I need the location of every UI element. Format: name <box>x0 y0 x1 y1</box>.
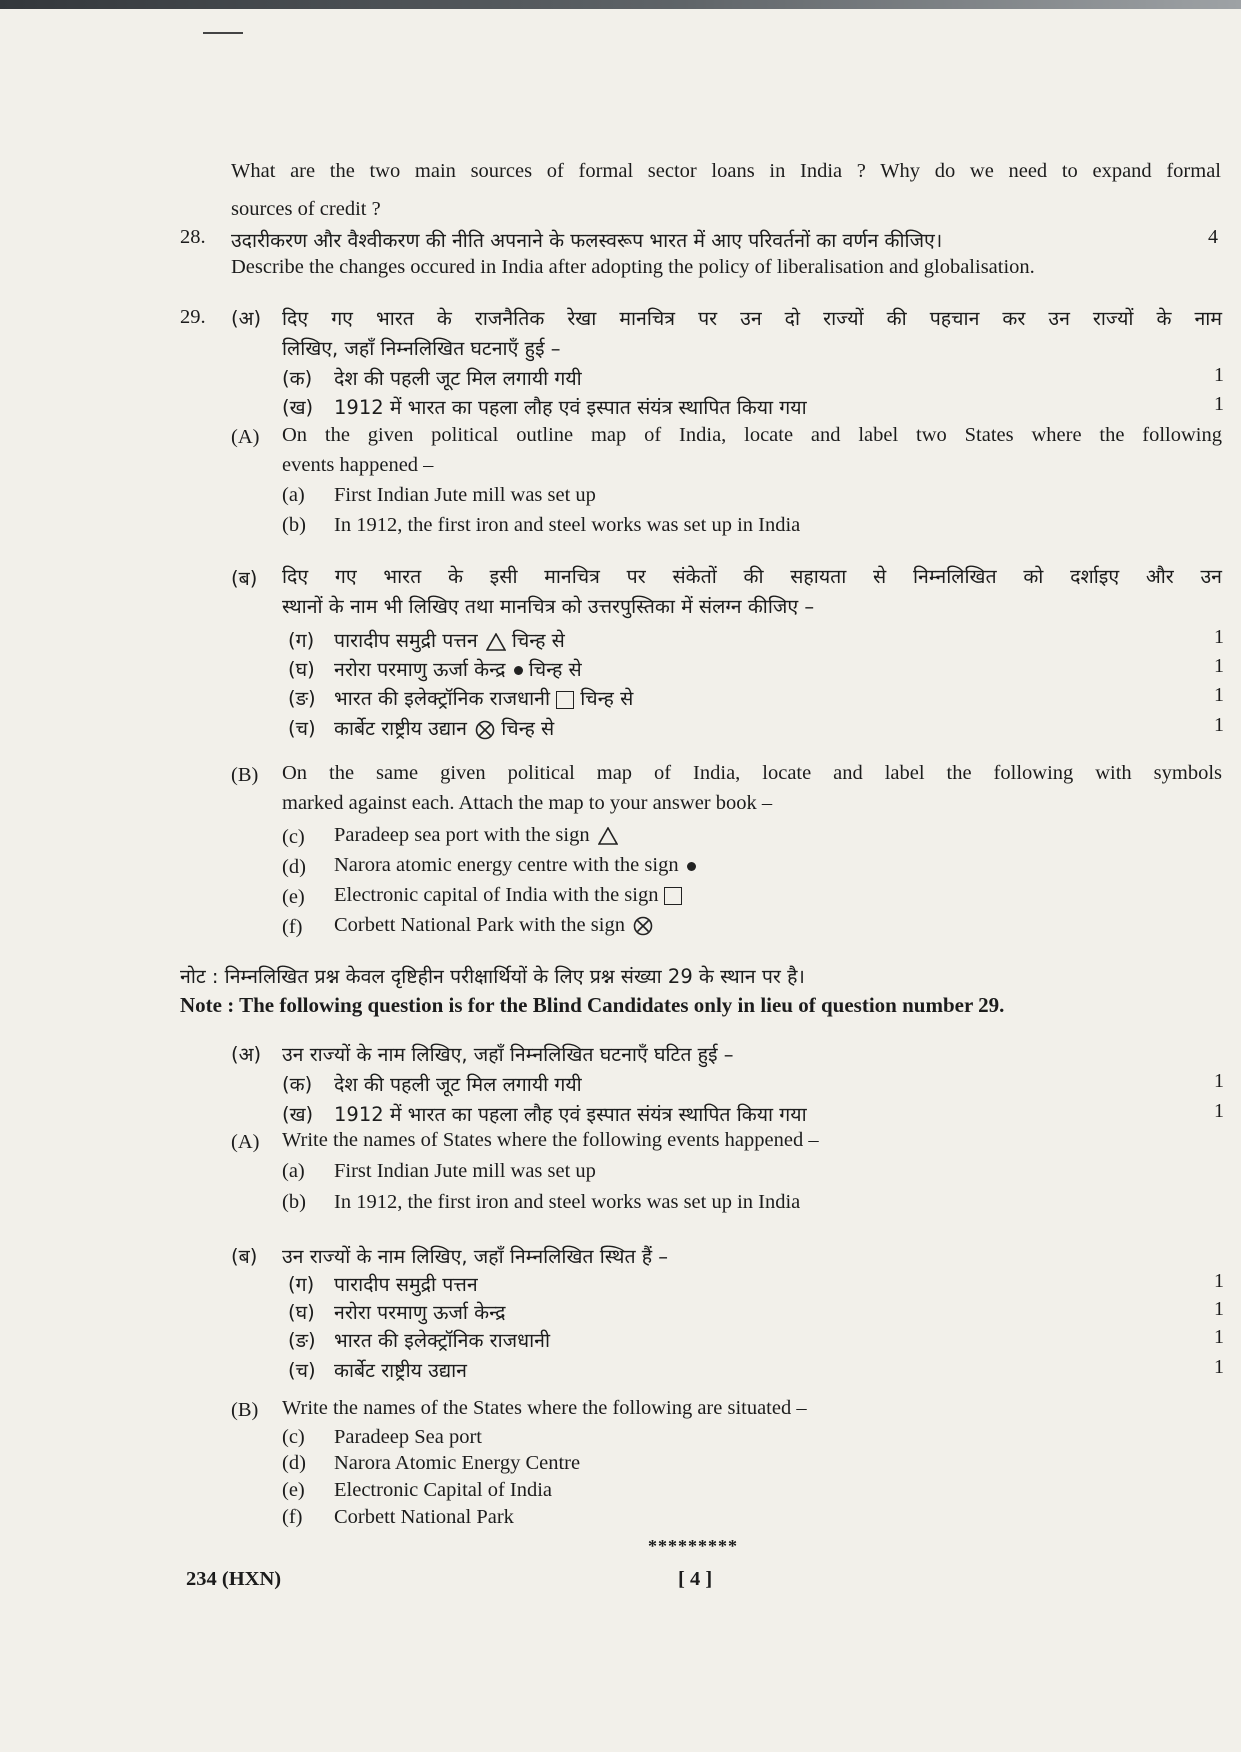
q29-a-hi-line1: दिए गए भारत के राजनैतिक रेखा मानचित्र पर उन दो राज्यों की पहचान कर उन राज्यों के नाम <box>282 307 1222 330</box>
blind-b-en-label: (B) <box>231 1399 259 1421</box>
q27-line1: What are the two main sources of formal sector loans in India ? Why do we need to expand formal <box>231 160 1221 182</box>
q29-b-hi-sign-word: चिन्ह से <box>511 629 565 652</box>
q29-b-hi-item <box>334 626 565 653</box>
blind-b-hi-label: (ब) <box>231 1245 258 1268</box>
blind-b-hi-item-label: (ङ) <box>288 1329 316 1352</box>
blind-b-hi-item-marks: 1 <box>1214 1298 1224 1320</box>
q29-b-hi-sign-word: चिन्ह से <box>528 658 582 681</box>
blind-a-hi-label: (अ) <box>231 1043 262 1066</box>
q29-b-en-item-label: (d) <box>282 856 306 878</box>
q29-a-en-item-label: (a) <box>282 484 305 506</box>
q29-a-hi-item-label: (ख) <box>282 396 314 419</box>
note-english: Note : The following question is for the Blind Candidates only in lieu of question number 29. <box>180 993 1005 1017</box>
blind-b-hi-item-label: (च) <box>288 1359 316 1382</box>
blind-a-hi-line: उन राज्यों के नाम लिखिए, जहाँ निम्नलिखित घटनाएँ घटित हुई – <box>282 1043 734 1066</box>
blind-b-en-item-label: (f) <box>282 1506 303 1528</box>
q29-b-hi-item <box>334 655 582 682</box>
q29-b-hi-item-marks: 1 <box>1214 626 1224 648</box>
q29-b-en-line2: marked against each. Attach the map to your answer book – <box>282 792 773 814</box>
q29-b-hi-line1: दिए गए भारत के इसी मानचित्र पर संकेतों की सहायता से निम्नलिखित को दर्शाइए और उन <box>282 565 1222 588</box>
q29-a-hi-item-text: 1912 में भारत का पहला लौह एवं इस्पात संयंत्र स्थापित किया गया <box>334 396 807 419</box>
blind-a-en-item-text: In 1912, the first iron and steel works was set up in India <box>334 1191 801 1213</box>
q29-b-hi-item-label: (च) <box>288 717 316 740</box>
blind-b-en-item-label: (d) <box>282 1452 306 1474</box>
blind-b-en-item-label: (c) <box>282 1426 305 1448</box>
blind-b-hi-item-label: (ग) <box>288 1273 315 1296</box>
note-hindi: नोट : निम्नलिखित प्रश्न केवल दृष्टिहीन परीक्षार्थियों के लिए प्रश्न संख्या 29 के स्थान पर है। <box>180 965 805 988</box>
circled-cross-icon <box>475 720 495 740</box>
blind-a-hi-item-marks: 1 <box>1214 1070 1224 1092</box>
blind-b-hi-item-text: कार्बेट राष्ट्रीय उद्यान <box>334 1359 468 1382</box>
blind-a-en-item-label: (a) <box>282 1160 305 1182</box>
q29-b-hi-item-text: कार्बेट राष्ट्रीय उद्यान <box>334 717 468 740</box>
q29-b-en-item-text: Electronic capital of India with the sign <box>334 884 659 906</box>
blind-a-hi-item-text: 1912 में भारत का पहला लौह एवं इस्पात संयंत्र स्थापित किया गया <box>334 1103 807 1126</box>
dot-icon <box>687 862 696 871</box>
blind-b-hi-item-text: पारादीप समुद्री पत्तन <box>334 1273 478 1296</box>
q29-b-hi-sign-word: चिन्ह से <box>501 717 555 740</box>
q27-line2: sources of credit ? <box>231 198 381 220</box>
q29-b-hi-item <box>334 684 633 711</box>
q29-a-hi-item-text: देश की पहली जूट मिल लगायी गयी <box>334 367 582 390</box>
q29-b-en-item <box>334 854 696 877</box>
q28-marks: 4 <box>1208 226 1218 248</box>
blind-a-hi-item-label: (ख) <box>282 1103 314 1126</box>
q29-b-hi-item-marks: 1 <box>1214 714 1224 736</box>
blind-b-en-item-text: Corbett National Park <box>334 1506 514 1528</box>
blind-a-hi-item-label: (क) <box>282 1073 313 1096</box>
q29-b-en-item <box>334 824 618 847</box>
paper-code: 234 (HXN) <box>186 1568 282 1590</box>
q28-english: Describe the changes occured in India after adopting the policy of liberalisation and globalisation. <box>231 256 1035 278</box>
q29-number: 29. <box>180 306 206 328</box>
triangle-icon <box>486 633 506 651</box>
q29-a-hi-item-marks: 1 <box>1214 364 1224 386</box>
blind-b-hi-item-marks: 1 <box>1214 1326 1224 1348</box>
scan-top-edge <box>0 0 1241 9</box>
blind-a-en-label: (A) <box>231 1131 260 1153</box>
q29-b-en-item-text: Narora atomic energy centre with the sign <box>334 854 679 876</box>
blind-b-hi-item-marks: 1 <box>1214 1270 1224 1292</box>
blind-a-en-line: Write the names of States where the following events happened – <box>282 1129 819 1151</box>
page-number: [ 4 ] <box>678 1568 713 1590</box>
q29-b-en-item-label: (c) <box>282 826 305 848</box>
q29-a-en-line1: On the given political outline map of India, locate and label two States where the following <box>282 424 1222 446</box>
blind-b-en-line: Write the names of the States where the following are situated – <box>282 1397 807 1419</box>
blind-b-hi-item-marks: 1 <box>1214 1356 1224 1378</box>
q29-b-en-item <box>334 914 653 937</box>
end-marker: ********* <box>648 1536 738 1556</box>
q29-a-hi-item-marks: 1 <box>1214 393 1224 415</box>
circled-cross-icon <box>633 916 653 936</box>
blind-a-hi-item-text: देश की पहली जूट मिल लगायी गयी <box>334 1073 582 1096</box>
blind-a-en-item-label: (b) <box>282 1191 306 1213</box>
q28-hindi: उदारीकरण और वैश्वीकरण की नीति अपनाने के फलस्वरूप भारत में आए परिवर्तनों का वर्णन कीजिए। <box>231 229 943 252</box>
q29-b-hi-sign-word: चिन्ह से <box>580 687 634 710</box>
blind-a-hi-item-marks: 1 <box>1214 1100 1224 1122</box>
blind-b-en-item-text: Paradeep Sea port <box>334 1426 482 1448</box>
q29-b-hi-label: (ब) <box>231 567 258 590</box>
q29-a-en-item-text: First Indian Jute mill was set up <box>334 484 596 506</box>
q29-a-en-line2: events happened – <box>282 454 434 476</box>
q29-b-hi-line2: स्थानों के नाम भी लिखिए तथा मानचित्र को उत्तरपुस्तिका में संलग्न कीजिए – <box>282 595 815 618</box>
q29-b-hi-item-marks: 1 <box>1214 684 1224 706</box>
q29-b-hi-item-text: भारत की इलेक्ट्रॉनिक राजधानी <box>334 687 551 710</box>
square-icon <box>664 887 682 905</box>
q29-b-hi-item-marks: 1 <box>1214 655 1224 677</box>
q29-b-hi-item-text: नरोरा परमाणु ऊर्जा केन्द्र <box>334 658 506 681</box>
blind-b-hi-item-text: नरोरा परमाणु ऊर्जा केन्द्र <box>334 1301 506 1324</box>
blind-b-en-item-text: Electronic Capital of India <box>334 1479 553 1501</box>
q29-b-hi-item-label: (ङ) <box>288 687 316 710</box>
q29-a-hi-item-label: (क) <box>282 367 313 390</box>
q29-b-en-item-text: Paradeep sea port with the sign <box>334 824 590 846</box>
triangle-icon <box>598 827 618 845</box>
blind-a-en-item-text: First Indian Jute mill was set up <box>334 1160 596 1182</box>
q29-a-en-item-label: (b) <box>282 514 306 536</box>
q29-b-en-item <box>334 884 682 907</box>
q29-b-en-item-text: Corbett National Park with the sign <box>334 914 625 936</box>
q29-b-hi-item-text: पारादीप समुद्री पत्तन <box>334 629 478 652</box>
q29-b-en-item-label: (f) <box>282 916 303 938</box>
q29-b-hi-item-label: (ग) <box>288 629 315 652</box>
blind-b-en-item-label: (e) <box>282 1479 305 1501</box>
q29-b-en-item-label: (e) <box>282 886 305 908</box>
q29-a-en-item-text: In 1912, the first iron and steel works was set up in India <box>334 514 801 536</box>
blind-b-hi-item-label: (घ) <box>288 1301 315 1324</box>
blind-b-hi-line: उन राज्यों के नाम लिखिए, जहाँ निम्नलिखित स्थित हैं – <box>282 1245 669 1268</box>
q29-b-en-label: (B) <box>231 764 259 786</box>
blind-b-hi-item-text: भारत की इलेक्ट्रॉनिक राजधानी <box>334 1329 551 1352</box>
square-icon <box>556 691 574 709</box>
scan-mark <box>203 32 243 34</box>
q29-b-hi-item-label: (घ) <box>288 658 315 681</box>
q29-a-en-label: (A) <box>231 426 260 448</box>
dot-icon <box>514 666 523 675</box>
blind-b-en-item-text: Narora Atomic Energy Centre <box>334 1452 581 1474</box>
q29-a-hi-line2: लिखिए, जहाँ निम्नलिखित घटनाएँ हुई – <box>282 337 561 360</box>
q29-b-en-line1: On the same given political map of India, locate and label the following with symbols <box>282 762 1222 784</box>
q29-a-hi-label: (अ) <box>231 307 262 330</box>
q29-b-hi-item <box>334 714 554 741</box>
q28-number: 28. <box>180 226 206 248</box>
